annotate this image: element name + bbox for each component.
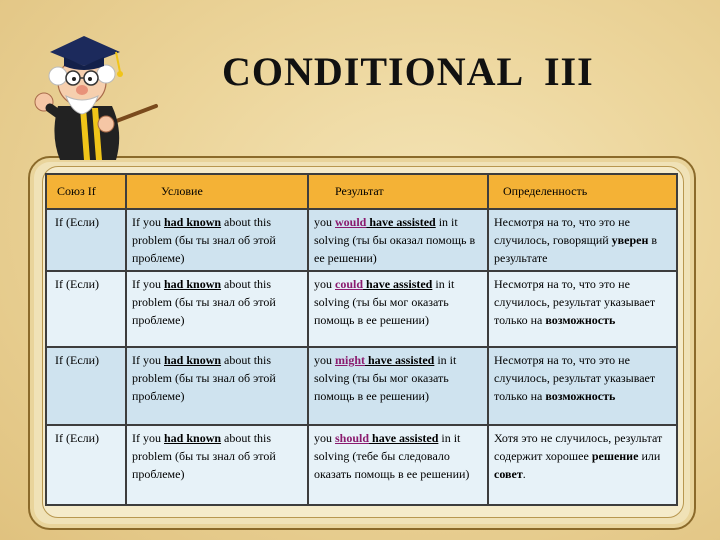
table-header-row (46, 174, 677, 209)
text: If you (132, 277, 164, 291)
modal-highlight: should (335, 431, 370, 445)
cell-result (308, 425, 488, 505)
text: или (638, 449, 661, 463)
professor-mascot-icon (20, 10, 160, 160)
text: about this problem (бы ты знал об этой проблеме) (132, 353, 276, 403)
cell-certainty (488, 347, 677, 425)
table-row (46, 271, 677, 347)
aux-highlight: have assisted (366, 215, 436, 229)
table-row (46, 209, 677, 271)
cell-result (308, 271, 488, 347)
cell-condition (126, 347, 308, 425)
text: in it solving (ты бы оказал помощь в ее решении) (314, 215, 476, 265)
text: you (314, 431, 335, 445)
cell-result (308, 209, 488, 271)
conditional-table (45, 173, 678, 506)
header-result: Результат (308, 174, 488, 209)
text: about this problem (бы ты знал об этой проблеме) (132, 431, 276, 481)
aux-highlight: have assisted (369, 431, 439, 445)
emphasis: решение (591, 449, 639, 463)
verb-highlight: had known (164, 215, 222, 229)
verb-highlight: had known (164, 431, 222, 445)
text: in it solving (ты бы мог оказать помощь в ее решении) (314, 353, 457, 403)
text: Несмотря на то, что это не случилось, говорящий (494, 215, 630, 247)
text: in it solving (тебе бы следовало оказать помощь в ее решении) (314, 431, 470, 481)
text: about this problem (бы ты знал об этой проблеме) (132, 215, 276, 265)
cell-conjunction: If (Если) (46, 425, 126, 505)
text: you (314, 353, 335, 367)
cell-conjunction: If (Если) (46, 209, 126, 271)
cell-condition (126, 425, 308, 505)
text: about this problem (бы ты знал об этой проблеме) (132, 277, 276, 327)
modal-highlight: could (335, 277, 364, 291)
emphasis: возможность (545, 313, 616, 327)
cell-conjunction: If (Если) (46, 271, 126, 347)
slide-title: CONDITIONAL III (222, 49, 594, 94)
text: in it solving (ты бы мог оказать помощь в ее решении) (314, 277, 455, 327)
aux-highlight: have assisted (365, 353, 435, 367)
table-row (46, 347, 677, 425)
cell-certainty (488, 209, 677, 271)
cell-condition (126, 271, 308, 347)
modal-highlight: would (335, 215, 367, 229)
modal-highlight: might (335, 353, 365, 367)
text: If you (132, 431, 164, 445)
table-row (46, 425, 677, 505)
text: Несмотря на то, что это не случилось, результат указывает только на (494, 353, 656, 403)
aux-highlight: have assisted (363, 277, 433, 291)
verb-highlight: had known (164, 353, 222, 367)
text: you (314, 277, 335, 291)
text: Несмотря на то, что это не случилось, результат указывает только на (494, 277, 656, 327)
cell-conjunction: If (Если) (46, 347, 126, 425)
text: If you (132, 353, 164, 367)
text: you (314, 215, 335, 229)
cell-certainty (488, 271, 677, 347)
header-certainty: Определенность (488, 174, 677, 209)
cell-result (308, 347, 488, 425)
text: Хотя это не случилось, результат содержит хорошее (494, 431, 663, 463)
emphasis: совет (494, 467, 523, 481)
header-conjunction: Союз If (46, 174, 126, 209)
text: If you (132, 215, 164, 229)
text: . (522, 467, 526, 481)
verb-highlight: had known (164, 277, 222, 291)
header-condition: Условие (126, 174, 308, 209)
cell-certainty (488, 425, 677, 505)
emphasis: возможность (545, 389, 616, 403)
emphasis: уверен (611, 233, 649, 247)
text: в результате (494, 233, 658, 265)
cell-condition (126, 209, 308, 271)
